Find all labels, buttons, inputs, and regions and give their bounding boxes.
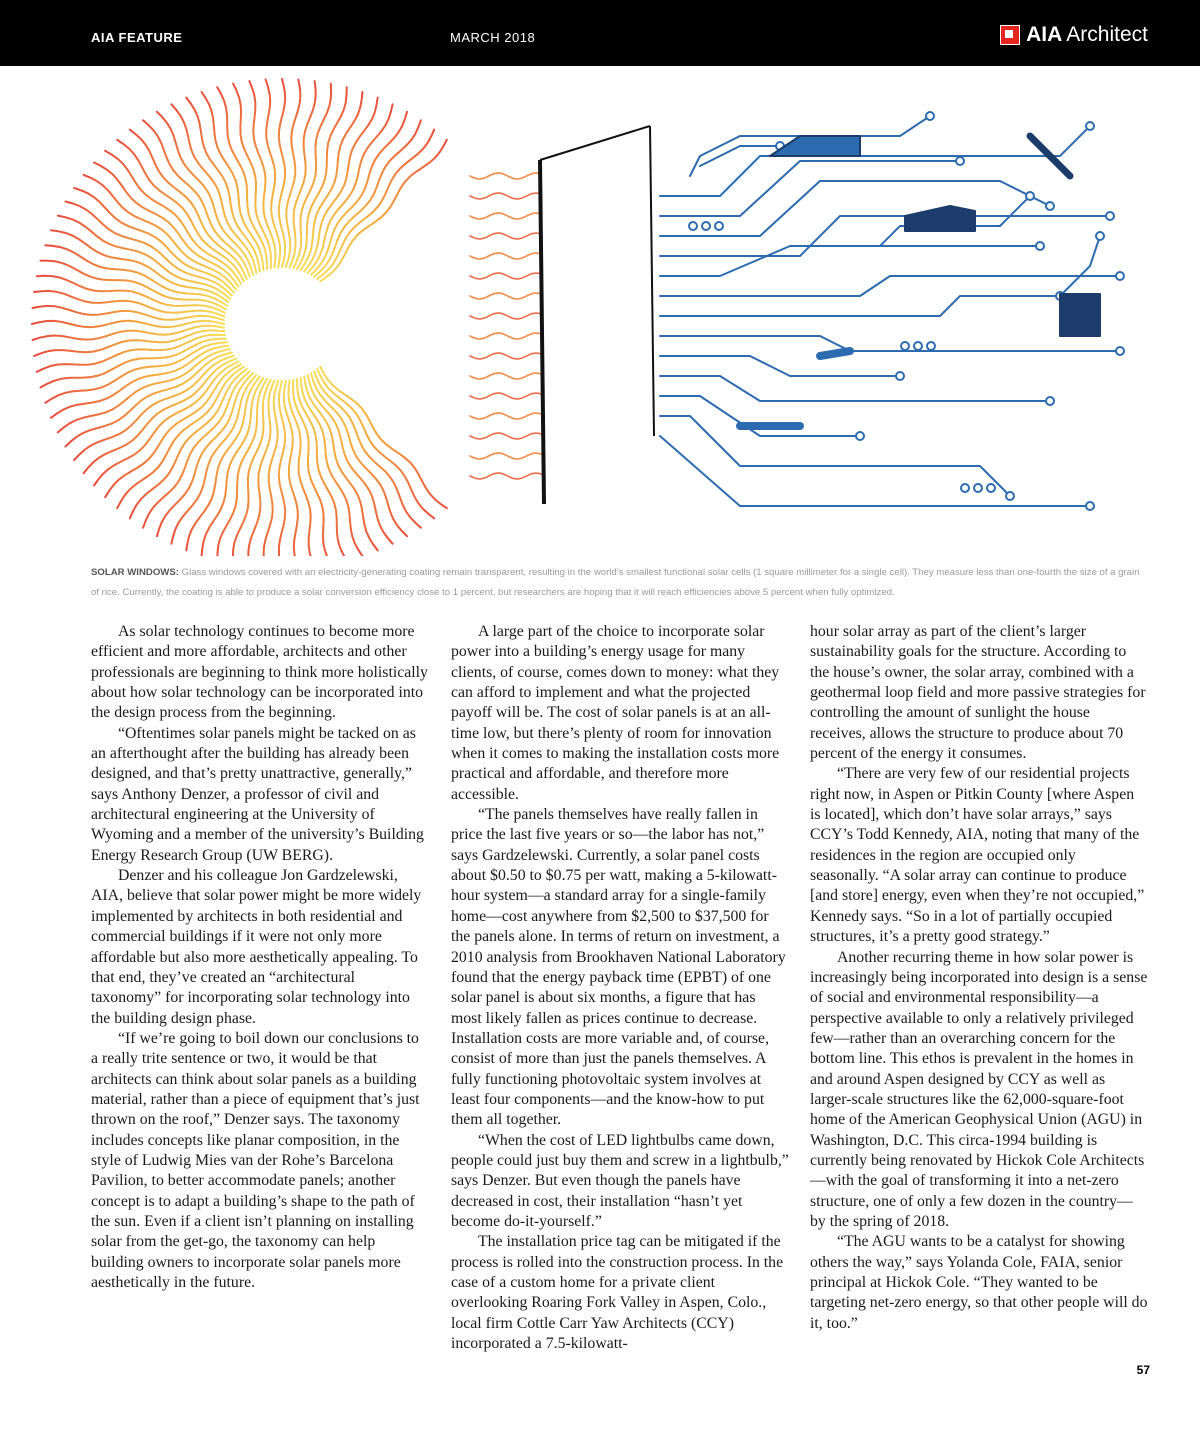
sun-ray <box>32 321 224 327</box>
circuit-board-icon <box>660 112 1124 510</box>
article-column-2 <box>451 622 789 1354</box>
section-label: AIA FEATURE <box>91 30 183 45</box>
paragraph: As solar technology continues to become more efficient and more affordable, architects and other professionals are beginning to think more holistically about how solar technology can be incorporated into the design process from the beginning. <box>91 623 428 722</box>
circuit-trace <box>660 276 1120 296</box>
circuit-pad <box>1116 347 1124 355</box>
circuit-pad <box>961 484 969 492</box>
circuit-trace <box>660 296 1060 316</box>
circuit-trace <box>660 336 1120 351</box>
paragraph: “The panels themselves have really fallen in price the last five years or so—the labor has not,” says Gardzelewski. Currently, a solar panel costs about $0.50 to $0.75 per watt, making a 5-kilowatt-hour system—a standard array for a single-family home—cost anywhere from $2,500 to $37,500 for the panels alone. In terms of return on investment, a 2010 analysis from Brookhaven National Laboratory found that the energy payback time (EPBT) of one solar panel is about six months, a figure that has most likely fallen as prices continue to decrease. Installation costs are more variable and, of course, consist of more than just the panels themselves. A fully functioning photovoltaic system involves at least four components—and the know-how to put them all together. <box>451 806 786 1129</box>
sun-ray <box>317 369 434 518</box>
light-wave <box>470 393 545 399</box>
light-wave <box>470 293 545 299</box>
light-wave <box>470 313 545 319</box>
circuit-pad <box>1026 192 1034 200</box>
circuit-trace <box>1060 236 1100 296</box>
logo-architect-text: Architect <box>1066 23 1148 46</box>
circuit-pad <box>974 484 982 492</box>
paragraph: “The AGU wants to be a catalyst for showing others the way,” says Yolanda Cole, FAIA, senior principal at Hickok Cole. “They wanted to be targeting net-zero energy, so that other people will do it, too.” <box>810 1233 1148 1332</box>
light-wave <box>470 173 545 179</box>
circuit-pad <box>1006 492 1014 500</box>
logo-aia-text: AIA <box>1026 23 1063 46</box>
light-wave <box>470 413 545 419</box>
caption-text: Glass windows covered with an electricity-generating coating remain transparent, resulting in the world’s smallest functional solar cells (1 square millimeter for a single cell). They measure less than one-fourth the size of a grain of rice. Currently, the coating is able to produce a solar conversion efficiency close to 1 percent, but researchers are hoping that it will reach efficiencies above 5 percent when fully optimized. <box>91 567 1140 598</box>
light-wave <box>470 233 545 239</box>
circuit-pad <box>1086 122 1094 130</box>
circuit-trace <box>660 416 1010 496</box>
light-wave <box>470 253 545 259</box>
light-waves <box>470 173 545 479</box>
sun-ray <box>279 79 285 267</box>
light-wave <box>470 433 545 439</box>
circuit-pad <box>901 342 909 350</box>
article-column-1 <box>91 622 429 1293</box>
caption-label: SOLAR WINDOWS: <box>91 567 179 578</box>
circuit-pad <box>1046 202 1054 210</box>
circuit-trace <box>660 356 900 376</box>
aia-logo-icon <box>1000 25 1020 45</box>
circuit-trace <box>660 161 960 216</box>
circuit-pad <box>896 372 904 380</box>
circuit-trace <box>660 246 1040 276</box>
photo-caption <box>91 563 1141 603</box>
sun-ray <box>286 80 301 268</box>
circuit-pad <box>715 222 723 230</box>
sun-ray <box>84 175 236 290</box>
glass-window-pane <box>540 126 654 504</box>
circuit-trace <box>660 376 1050 401</box>
paragraph: “Oftentimes solar panels might be tacked on as an afterthought after the building has already been designed, and that’s pretty unattractive, generally,” says Anthony Denzer, a professor of civil and architectural engineering at the University of Wyoming and a member of the university’s Building Energy Research Group (UW BERG). <box>91 724 424 864</box>
paragraph: The installation price tag can be mitigated if the process is rolled into the construction process. In the case of a custom home for a private client overlooking Roaring Fork Valley in Aspen, Colo., local firm Cottle Carr Yaw Architects (CCY) incorporated a 7.5-kilowatt- <box>451 1233 784 1353</box>
circuit-trace <box>905 206 975 231</box>
paragraph: Denzer and his colleague Jon Gardzelewski, AIA, believe that solar power might be more widely implemented by architects in both residential and commercial buildings if it were not only more affordable but also more aesthetically appealing. To that end, they’ve created an “architectural taxonomy” for incorporating solar technology into the building design phase. <box>91 867 422 1027</box>
paragraph: A large part of the choice to incorporate solar power into a building’s energy usage for many clients, of course, comes down to money: what they can afford to implement and what the projected payoff will be. The cost of solar panels is at an all-time low, but there’s plenty of room for innovation when it comes to making the installation costs more practical and affordable, and therefore more accessible. <box>451 623 780 803</box>
sun-rays-icon <box>32 79 447 556</box>
paragraph: “If we’re going to boil down our conclusions to a really trite sentence or two, it would be that architects can think about solar panels as a building material, rather than a piece of equipment that’s just thrown on the roof,” Denzer says. The taxonomy includes concepts like planar composition, in the style of Ludwig Mies van der Rohe’s Barcelona Pavilion, to better accommodate panels; another concept is to adapt a building’s shape to the path of the sun. Even if a client isn’t planning on installing solar from the get-go, the taxonomy can help building owners to incorporate solar panels more aesthetically in the future. <box>91 1029 420 1291</box>
sun-ray <box>320 140 447 281</box>
circuit-pad <box>927 342 935 350</box>
sun-ray <box>143 371 250 527</box>
circuit-pad <box>1046 397 1054 405</box>
circuit-pad <box>1036 242 1044 250</box>
paragraph: “When the cost of LED lightbulbs came down, people could just buy them and screw in a lightbulb,” says Denzer. But even though the panels have decreased in cost, their installation “hasn’t yet become do-it-yourself.” <box>451 1131 789 1230</box>
circuit-trace <box>1060 294 1100 336</box>
circuit-pad <box>987 484 995 492</box>
light-wave <box>470 193 545 199</box>
circuit-pad <box>689 222 697 230</box>
sun-ray <box>304 377 378 551</box>
paragraph: hour solar array as part of the client’s larger sustainability goals for the structure. According to the house’s owner, the solar array, combined with a geothermal loop field and more passive strategies for controlling the amount of sunlight the house receives, allows the structure to produce about 70 percent of the energy it consumes. <box>810 623 1146 763</box>
light-wave <box>470 453 545 459</box>
circuit-pad <box>1086 502 1094 510</box>
light-wave <box>470 213 545 219</box>
circuit-pad <box>1116 272 1124 280</box>
solar-window-illustration <box>0 66 1200 556</box>
top-bar <box>0 0 1200 66</box>
sun-ray <box>317 130 434 279</box>
aia-architect-logo <box>1000 22 1148 48</box>
circuit-pad <box>702 222 710 230</box>
circuit-pad <box>914 342 922 350</box>
light-wave <box>470 373 545 379</box>
sun-ray <box>264 381 279 556</box>
paragraph: “There are very few of our residential projects right now, in Aspen or Pitkin County [where Aspen is located], which don’t have solar arrays,” says CCY’s Todd Kennedy, AIA, noting that many of the residences in the region are occupied only seasonally. “A solar array can continue to produce [and store] energy, even when they’re not occupied,” Kennedy says. “So in a lot of partially occupied structures, it’s a pretty good strategy.” <box>810 765 1145 946</box>
light-wave <box>470 333 545 339</box>
circuit-pad <box>1096 232 1104 240</box>
paragraph: Another recurring theme in how solar power is increasingly being incorporated into design is a sense of social and environmental responsibility—a perspective available to only a relatively privileged few—rather than an overarching concern for the bottom line. This ethos is prevalent in the homes in and around Aspen designed by CCY as well as larger-scale structures like the 62,000-square-foot home of the American Geophysical Union (AGU) in Washington, D.C. This circa-1994 building is currently being renovated by Hickok Cole Architects—with the goal of transforming it into a net-zero structure, one of only a few dozen in the country—by the spring of 2018. <box>810 948 1148 1230</box>
light-wave <box>470 273 545 279</box>
circuit-pad <box>956 157 964 165</box>
light-wave <box>470 353 545 359</box>
circuit-pad <box>1106 212 1114 220</box>
circuit-pad <box>856 432 864 440</box>
page-number: 57 <box>1136 1363 1150 1377</box>
issue-date: MARCH 2018 <box>450 30 536 45</box>
circuit-trace <box>660 436 1090 506</box>
sun-ray <box>314 120 421 276</box>
sun-ray <box>33 306 225 320</box>
article-column-3 <box>810 622 1148 1334</box>
circuit-trace <box>820 351 850 356</box>
sun-ray <box>74 188 234 293</box>
circuit-pad <box>926 112 934 120</box>
circuit-trace <box>770 136 860 156</box>
sun-ray <box>314 371 421 527</box>
light-wave <box>470 473 545 479</box>
